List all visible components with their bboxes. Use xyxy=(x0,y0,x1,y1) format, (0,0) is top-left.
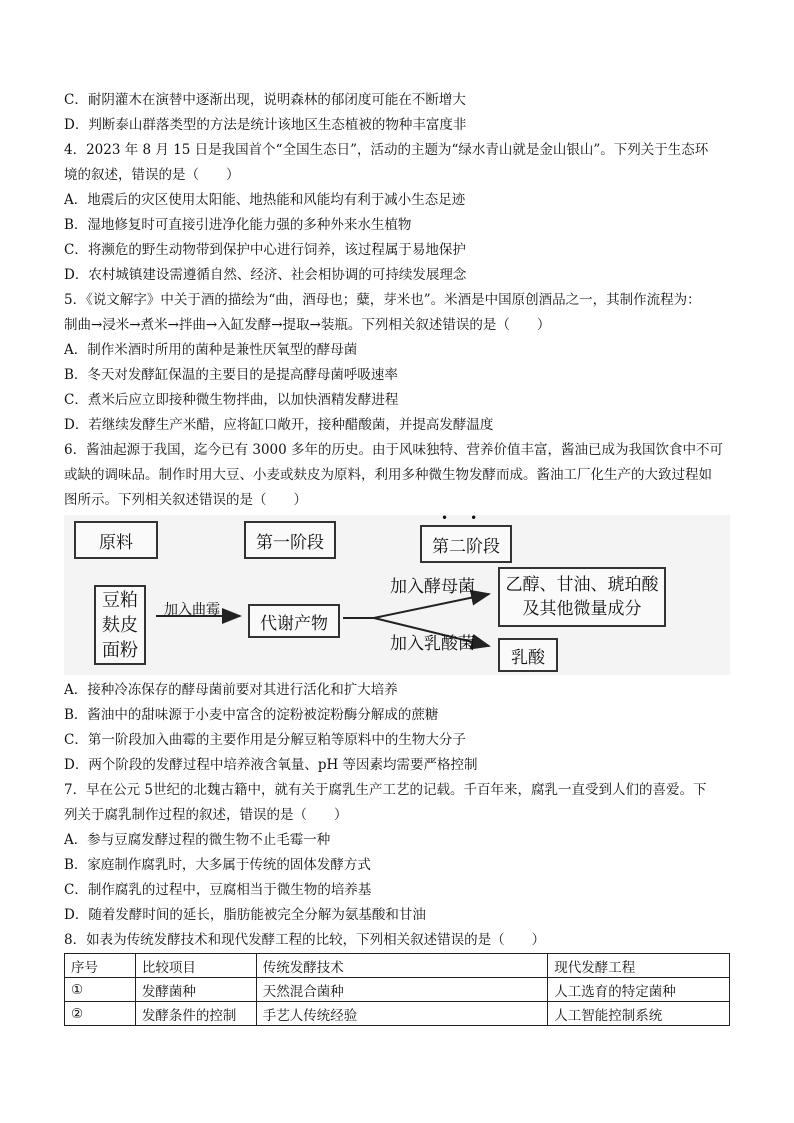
stage2-label: 第二阶段 xyxy=(432,536,500,557)
add-lab-label: 加入乳酸菌 xyxy=(390,634,475,654)
table-cell: ① xyxy=(65,978,136,1002)
table-cell: ② xyxy=(65,1002,136,1026)
inputs-box xyxy=(94,585,146,665)
option-d-q5: D．若继续发酵生产米醋，应将缸口敞开，接种醋酸菌，并提高发酵温度 xyxy=(64,417,494,433)
products1-line1: 乙醇、甘油、琥珀酸 xyxy=(505,575,659,595)
products1-box xyxy=(498,567,666,627)
option-a-q7: A．参与豆腐发酵过程的微生物不止毛霉一种 xyxy=(64,832,331,848)
option-b-q6: B．酱油中的甜味源于小麦中富含的淀粉被淀粉酶分解成的蔗糖 xyxy=(64,707,439,723)
fermentation-comparison-table xyxy=(64,953,730,1026)
option-d-q6: D．两个阶段的发酵过程中培养液含氧量、pH 等因素均需要严格控制 xyxy=(64,757,478,773)
option-d-q7: D．随着发酵时间的延长，脂肪能被完全分解为氨基酸和甘油 xyxy=(64,907,426,923)
option-b-q4: B．湿地修复时可直接引进净化能力强的多种外来水生植物 xyxy=(64,217,412,233)
input-bran: 麸皮 xyxy=(102,614,138,636)
option-a-q5: A．制作米酒时所用的菌种是兼性厌氧型的酵母菌 xyxy=(64,342,358,358)
question-8-stem: 8．如表为传统发酵技术和现代发酵工程的比较，下列相关叙述错误的是（ ） xyxy=(64,932,546,948)
products1-line2: 及其他微量成分 xyxy=(522,599,642,619)
add-yeast-label: 加入酵母菌 xyxy=(390,577,475,597)
option-c-q5: C．煮米后应立即接种微生物拌曲，以加快酒精发酵进程 xyxy=(64,392,399,408)
option-c-q7: C．制作腐乳的过程中，豆腐相当于微生物的培养基 xyxy=(64,882,372,898)
question-4-stem-cont: 境的叙述，错误的是（ ） xyxy=(64,167,240,183)
table-cell: 人工智能控制系统 xyxy=(548,1002,730,1026)
table-cell: 发酵条件的控制 xyxy=(135,1002,256,1026)
option-c-q4: C．将濒危的野生动物带到保护中心进行饲养，该过程属于易地保护 xyxy=(64,242,466,258)
question-6-stem-cont: 或缺的调味品。制作时用大豆、小麦或麸皮为原料，利用多种微生物发酵而成。酱油工厂化生产的大致过程如 xyxy=(64,467,712,483)
emphasis-dots: •• xyxy=(441,515,500,525)
question-6-stem: 6．酱油起源于我国，迄今已有 3000 多年的历史。由于风味独特、营养价值丰富，酱油已成为我国饮食中不可 xyxy=(64,442,724,458)
table-header-cell: 序号 xyxy=(65,954,136,978)
table-header-cell: 比较项目 xyxy=(135,954,256,978)
products2-label: 乳酸 xyxy=(511,647,545,668)
table-cell: 手艺人传统经验 xyxy=(256,1002,548,1026)
input-soybean-meal: 豆粕 xyxy=(102,589,138,611)
option-a-q4: A．地震后的灾区使用太阳能、地热能和风能均有利于减小生态足迹 xyxy=(64,192,466,208)
raw-material-label: 原料 xyxy=(99,532,133,553)
option-c-q3: C．耐阴灌木在演替中逐渐出现，说明森林的郁闭度可能在不断增大 xyxy=(64,92,466,108)
question-4-stem: 4．2023 年 8 月 15 日是我国首个“全国生态日”，活动的主题为“绿水青山就是金山银山”。下列关于生态环 xyxy=(64,142,709,158)
option-a-q6: A．接种冷冻保存的酵母菌前要对其进行活化和扩大培养 xyxy=(64,682,398,698)
question-7-stem-cont: 列关于腐乳制作过程的叙述，错误的是（ ） xyxy=(64,807,348,823)
question-6-stem-cont2: 图所示。下列相关叙述错误的是（ ） xyxy=(64,492,307,508)
soy-sauce-process-diagram xyxy=(64,515,730,675)
table-cell: 人工选育的特定菌种 xyxy=(548,978,730,1002)
option-b-q7: B．家庭制作腐乳时，大多属于传统的固体发酵方式 xyxy=(64,857,371,873)
option-d-q4: D．农村城镇建设需遵循自然、经济、社会相协调的可持续发展理念 xyxy=(64,267,467,283)
option-c-q6: C．第一阶段加入曲霉的主要作用是分解豆粕等原料中的生物大分子 xyxy=(64,732,466,748)
metabolites-label: 代谢产物 xyxy=(260,613,328,634)
input-flour: 面粉 xyxy=(102,639,138,661)
question-7-stem: 7．早在公元 5世纪的北魏古籍中，就有关于腐乳生产工艺的记载。千百年来，腐乳一直受到人们的喜爱。下 xyxy=(64,782,707,798)
question-5-stem: 5．《说文解字》中关于酒的描绘为“曲，酒母也；糵，芽米也”。米酒是中国原创酒品之一，其制作流程为： xyxy=(64,292,701,308)
table-header-cell: 传统发酵技术 xyxy=(256,954,548,978)
raw-material-box xyxy=(74,521,158,559)
table-cell: 发酵菌种 xyxy=(135,978,256,1002)
table-header-cell: 现代发酵工程 xyxy=(548,954,730,978)
option-d-q3: D．判断泰山群落类型的方法是统计该地区生态植被的物种丰富度非 xyxy=(64,117,467,133)
add-koji-label: 加入曲霉 xyxy=(164,602,220,618)
table-header-row xyxy=(65,954,730,978)
stage1-box xyxy=(244,521,336,559)
table-row xyxy=(65,978,730,1002)
stage2-box xyxy=(420,525,512,563)
metabolites-box xyxy=(248,604,340,638)
stage1-label: 第一阶段 xyxy=(256,532,324,553)
question-5-stem-cont: 制曲→浸米→煮米→拌曲→入缸发酵→提取→装瓶。下列相关叙述错误的是（ ） xyxy=(64,317,551,333)
table-cell: 天然混合菌种 xyxy=(256,978,548,1002)
table-row xyxy=(65,1002,730,1026)
products2-box xyxy=(498,638,558,672)
option-b-q5: B．冬天对发酵缸保温的主要目的是提高酵母菌呼吸速率 xyxy=(64,367,398,383)
